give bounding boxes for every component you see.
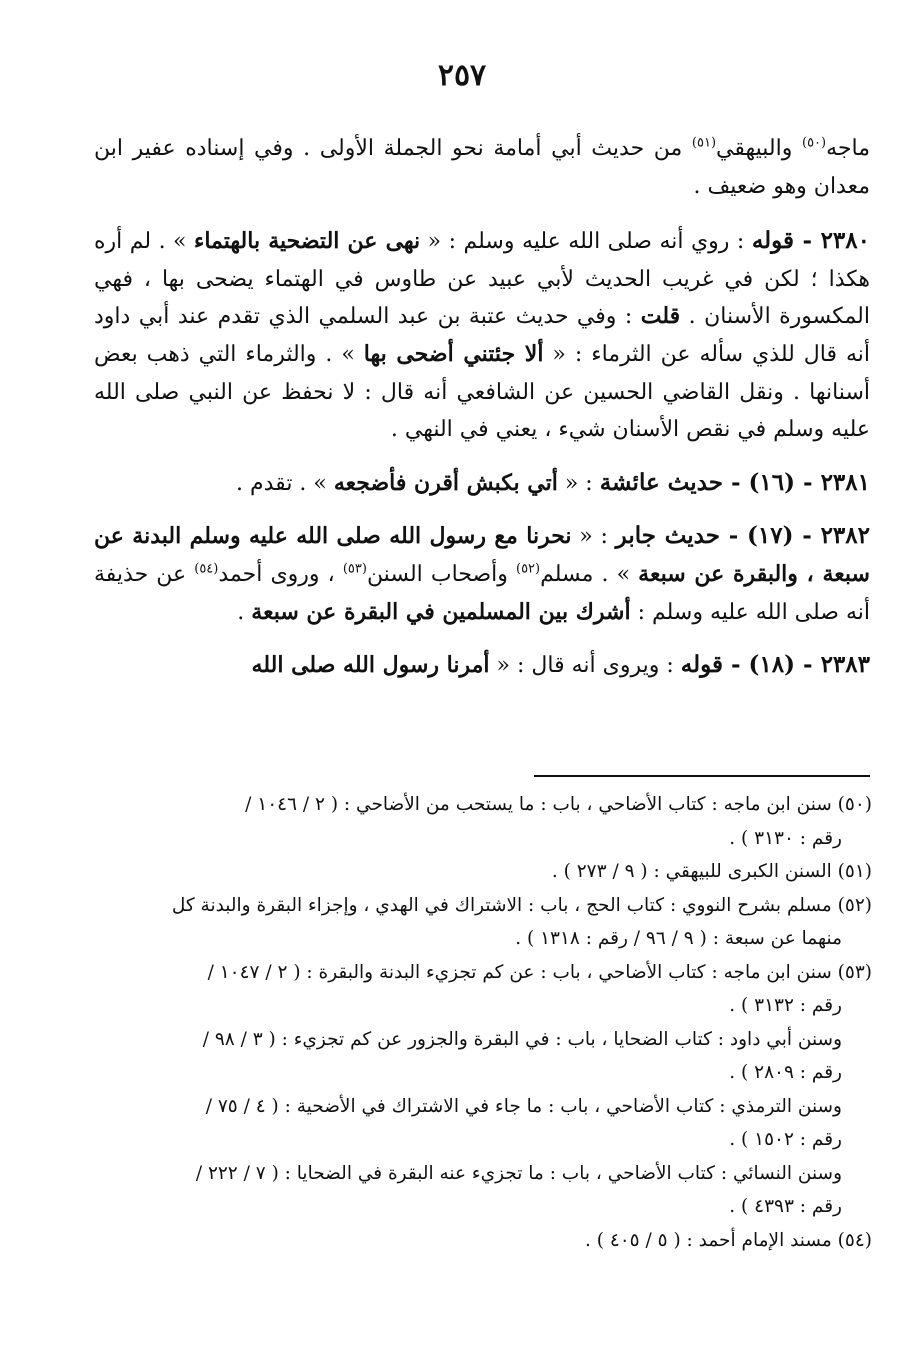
hadith-quote: أتي بكبش أقرن فأضجعه bbox=[333, 469, 558, 496]
text-run: » . مسلم bbox=[540, 561, 639, 587]
footnote-line: وسنن أبي داود : كتاب الضحايا ، باب : في البقرة والجزور عن كم تجزيء : ( ٣ / ٩٨ / bbox=[202, 1028, 842, 1050]
text-run: وأصحاب السنن bbox=[366, 561, 516, 587]
footnote-ref-51[interactable]: (٥١) bbox=[691, 135, 717, 151]
footnote-line: رقم : ١٥٠٢ ) . bbox=[729, 1129, 842, 1150]
footnote-line: (٥١) السنن الكبرى للبيهقي : ( ٩ / ٢٧٣ ) . bbox=[551, 861, 872, 882]
footnote-52 bbox=[92, 889, 872, 956]
hadith-2382 bbox=[94, 517, 870, 631]
text-run: ، وروى أحمد bbox=[218, 561, 343, 587]
footnote-line: رقم : ٤٣٩٣ ) . bbox=[729, 1196, 842, 1217]
footnote-51 bbox=[92, 855, 872, 889]
hadith-quote: نهى عن التضحية بالهتماء bbox=[194, 228, 421, 255]
hadith-number: ٢٣٨٠ - قوله bbox=[751, 227, 870, 255]
footnote-53-tirmidhi bbox=[92, 1090, 872, 1157]
footnote-line: وسنن الترمذي : كتاب الأضاحي ، باب : ما جاء في الاشتراك في الأضحية : ( ٤ / ٧٥ / bbox=[205, 1095, 842, 1117]
main-text bbox=[94, 130, 870, 700]
footnote-line: رقم : ٢٨٠٩ ) . bbox=[729, 1062, 842, 1083]
text-run: : ويروى أنه قال : « bbox=[489, 653, 681, 679]
footnote-line: (٥٠) سنن ابن ماجه : كتاب الأضاحي ، باب : ما يستحب من الأضاحي : ( ٢ / ١٠٤٦ / bbox=[245, 794, 872, 815]
footnote-line: منهما عن سبعة : ( ٩ / ٩٦ / رقم : ١٣١٨ ) . bbox=[515, 928, 842, 949]
footnote-ref-54[interactable]: (٥٤) bbox=[194, 561, 219, 577]
footnote-50 bbox=[92, 788, 872, 855]
footnote-ref-52[interactable]: (٥٢) bbox=[515, 561, 541, 577]
text-run: » . والثرماء التي ذهب بعض أسنانها . ونقل القاضي الحسين عن الشافعي أنه قال : لا نحفظ عن النبي صلى الله عليه وسلم في نقص الأسنان شيء ، يعني في النهي . bbox=[94, 341, 870, 443]
footnote-54 bbox=[92, 1224, 872, 1258]
text-run: عن حذيفة أنه صلى الله عليه وسلم : bbox=[94, 561, 870, 625]
hadith-2381 bbox=[94, 464, 870, 503]
text-run: . bbox=[237, 599, 252, 625]
text-run: ماجه bbox=[826, 136, 870, 161]
text-run: » . لم أره هكذا ؛ لكن في غريب الحديث لأبي عبيد عن طاوس في الهتماء يضحى بها ، فهي المكسورة الأسنان . bbox=[94, 229, 870, 330]
hadith-number: ٢٣٨٢ - (١٧) - حديث جابر bbox=[615, 522, 870, 550]
footnote-ref-53[interactable]: (٥٣) bbox=[342, 561, 367, 577]
text-run: » . تقدم . bbox=[236, 470, 334, 496]
hadith-number: ٢٣٨٣ - (١٨) - قوله bbox=[680, 651, 870, 679]
footnotes bbox=[92, 788, 872, 1257]
hadith-quote: أشرك بين المسلمين في البقرة عن سبعة bbox=[251, 598, 631, 625]
footnote-line: (٥٣) سنن ابن ماجه : كتاب الأضاحي ، باب : عن كم تجزيء البدنة والبقرة : ( ٢ / ١٠٤٧ / bbox=[207, 961, 872, 983]
text-run: : وفي حديث عتبة بن عبد السلمي الذي تقدم عند أبي داود أنه قال للذي سأله عن الثرماء : « bbox=[94, 304, 870, 367]
footnote-line: وسنن النسائي : كتاب الأضاحي ، باب : ما تجزيء عنه البقرة في الضحايا : ( ٧ / ٢٢٢ / bbox=[195, 1162, 842, 1184]
footnote-53-nasai bbox=[92, 1157, 872, 1224]
hadith-quote: ألا جئتني أضحى بها bbox=[363, 340, 544, 367]
hadith-quote: أمرنا رسول الله صلى الله bbox=[251, 652, 490, 679]
bold-term: قلت bbox=[640, 303, 681, 330]
paragraph-ibn-majah bbox=[94, 130, 870, 205]
text-run: : « bbox=[571, 524, 616, 550]
page-number: ٢٥٧ bbox=[437, 58, 487, 93]
footnote-ref-50[interactable]: (٥٠) bbox=[801, 135, 827, 151]
text-run: : « bbox=[557, 470, 600, 496]
hadith-2383 bbox=[94, 646, 870, 685]
text-run: والبيهقي bbox=[716, 136, 802, 161]
text-run: : روي أنه صلى الله عليه وسلم : « bbox=[420, 229, 752, 255]
hadith-quote: نحرنا مع رسول الله صلى الله عليه وسلم البدنة عن سبعة ، والبقرة عن سبعة bbox=[94, 523, 870, 587]
footnote-line: (٥٢) مسلم بشرح النووي : كتاب الحج ، باب : الاشتراك في الهدي ، وإجزاء البقرة والبدنة كل bbox=[171, 894, 872, 916]
footnote-separator bbox=[534, 775, 870, 777]
text-run: من حديث أبي أمامة نحو الجملة الأولى . وفي إسناده عفير ابن معدان وهو ضعيف . bbox=[94, 136, 870, 199]
footnote-line: (٥٤) مسند الإمام أحمد : ( ٥ / ٤٠٥ ) . bbox=[584, 1229, 872, 1251]
footnote-line: رقم : ٣١٣٠ ) . bbox=[729, 827, 842, 849]
hadith-number: ٢٣٨١ - (١٦) - حديث عائشة bbox=[599, 468, 870, 496]
footnote-53-abu-dawud bbox=[92, 1023, 872, 1090]
footnote-line: رقم : ٣١٣٢ ) . bbox=[729, 995, 842, 1016]
footnote-53 bbox=[92, 956, 872, 1023]
hadith-2380 bbox=[94, 222, 870, 449]
